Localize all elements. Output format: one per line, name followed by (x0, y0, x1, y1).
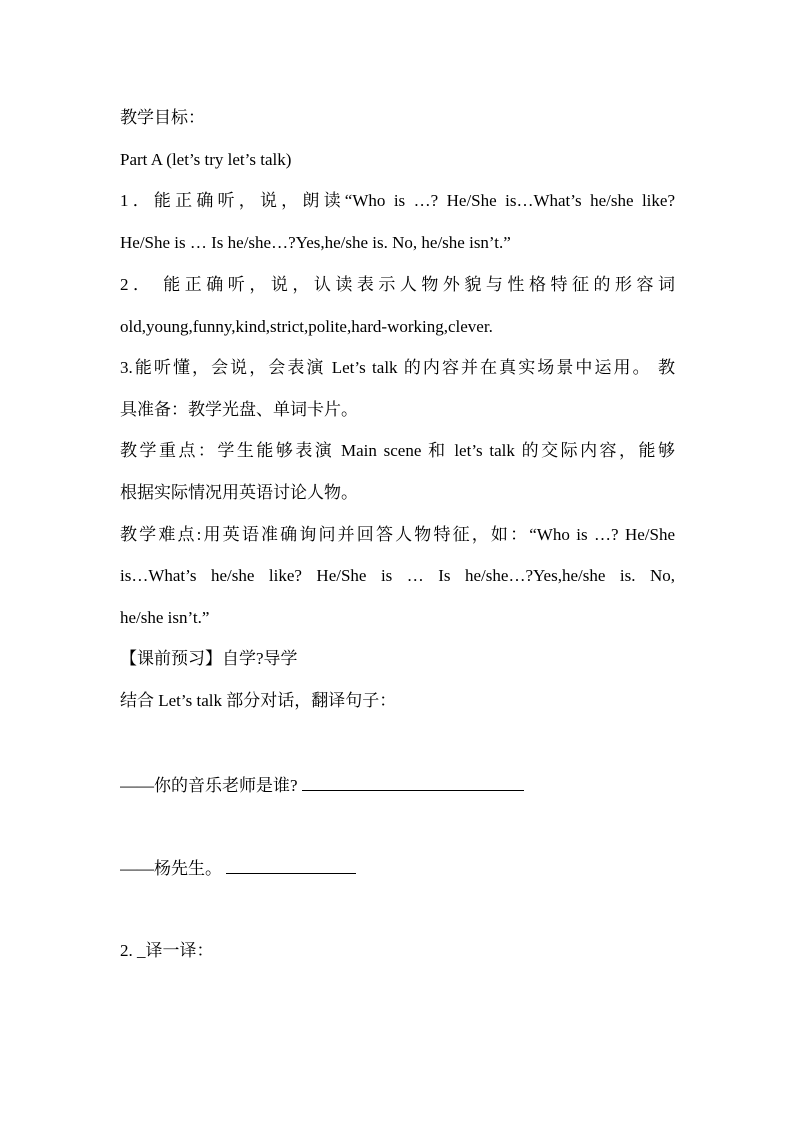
answer-blank-2[interactable] (226, 857, 356, 874)
goal-2-line-1: 2． 能正确听，说，认读表示人物外貌与性格特征的形容词 (120, 275, 675, 294)
goal-1-line-2: He/She is … Is he/she…?Yes,he/she is. No, he/she isn’t.” (120, 233, 511, 252)
key-points-line-2: 根据实际情况用英语讨论人物。 (120, 483, 358, 502)
goal-1-line-1: 1．能正确听，说，朗读“Who is …? He/She is…What’s he/she like? (120, 191, 675, 210)
part-a-title: Part A (let’s try let’s talk) (120, 150, 292, 169)
question-2-text: ——杨先生。 (120, 859, 222, 878)
key-points-line-1: 教学重点：学生能够表演 Main scene 和 let’s talk 的交际内容，能够 (120, 441, 675, 460)
item-2-heading: 2. _译一译： (120, 941, 214, 960)
answer-blank-1[interactable] (302, 774, 524, 791)
preview-instruction: 结合 Let’s talk 部分对话，翻译句子： (120, 691, 397, 710)
objectives-heading: 教学目标： (120, 108, 205, 127)
goal-3-line-1: 3.能听懂，会说，会表演 Let’s talk 的内容并在真实场景中运用。 教 (120, 358, 675, 377)
preview-section-title: 【课前预习】自学?导学 (120, 649, 298, 668)
difficulties-line-3: he/she isn’t.” (120, 608, 210, 627)
goal-3-line-2: 具准备：教学光盘、单词卡片。 (120, 400, 358, 419)
question-2-row (120, 857, 675, 880)
question-1-text: ——你的音乐老师是谁? (120, 776, 298, 795)
question-1-row (120, 774, 675, 797)
difficulties-line-1: 教学难点:用英语准确询问并回答人物特征，如：“Who is …? He/She (120, 525, 675, 544)
goal-2-line-2: old,young,funny,kind,strict,polite,hard-working,clever. (120, 317, 493, 336)
difficulties-line-2: is…What’s he/she like? He/She is … Is he/she…?Yes,he/she is. No, (120, 566, 675, 585)
